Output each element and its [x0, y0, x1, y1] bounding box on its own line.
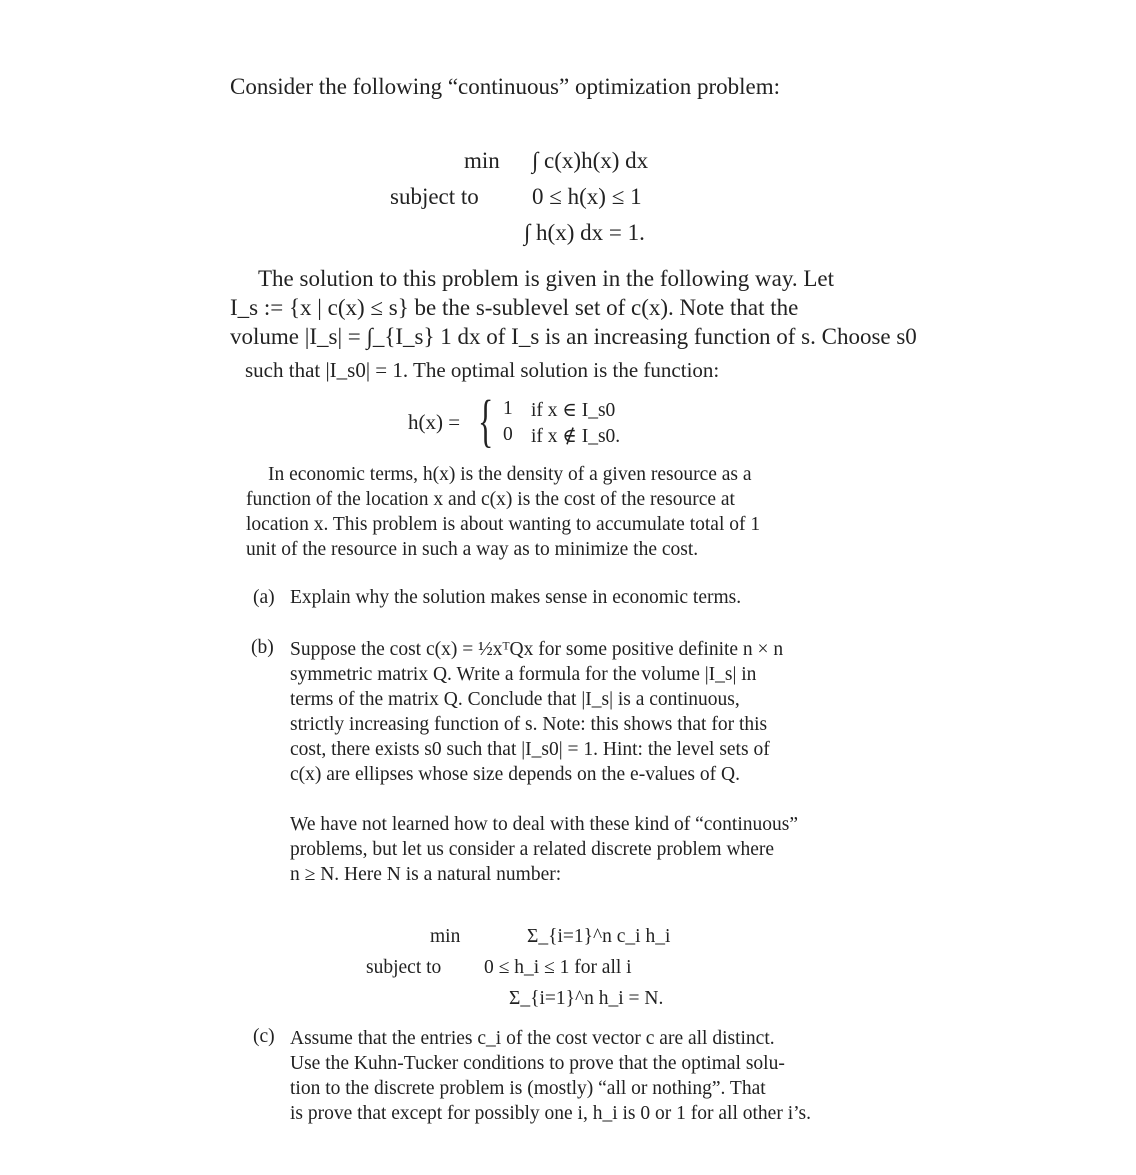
problem2-constraint-bounds: 0 ≤ h_i ≤ 1 for all i: [484, 957, 632, 978]
part-b-line-5: cost, there exists s0 such that |I_s0| = 1. Hint: the level sets of: [290, 739, 770, 760]
part-b-line-2: symmetric matrix Q. Write a formula for the volume |I_s| in: [290, 664, 757, 685]
part-c-line-1: Assume that the entries c_i of the cost vector c are all distinct.: [290, 1028, 775, 1049]
solution-paragraph: [230, 264, 937, 351]
piecewise-case2-value: 0: [503, 424, 513, 445]
part-b-line-6: c(x) are ellipses whose size depends on the e-values of Q.: [290, 764, 740, 785]
part-c-line-3: tion to the discrete problem is (mostly) “all or nothing”. That: [290, 1078, 766, 1099]
economic-line-4: unit of the resource in such a way as to minimize the cost.: [246, 539, 699, 560]
problem2-min-label: min: [430, 926, 461, 947]
part-c-line-4: is prove that except for possibly one i, h_i is 0 or 1 for all other i’s.: [290, 1103, 811, 1124]
part-a-label: (a): [253, 587, 275, 608]
discrete-intro-paragraph: [290, 812, 867, 887]
economic-line-1: In economic terms, h(x) is the density of a given resource as a: [268, 464, 752, 485]
economic-line-2: function of the location x and c(x) is the cost of the resource at: [246, 489, 735, 510]
part-b-line-1: Suppose the cost c(x) = ½xᵀQx for some positive definite n × n: [290, 639, 784, 660]
problem2-constraint-sum: Σ_{i=1}^n h_i = N.: [509, 988, 664, 1009]
piecewise-case2-condition: if x ∉ I_s0.: [531, 426, 621, 447]
part-b-line-4: strictly increasing function of s. Note: this shows that for this: [290, 714, 768, 735]
piecewise-case1-condition: if x ∈ I_s0: [531, 400, 616, 421]
problem1-constraint-integral: ∫ h(x) dx = 1.: [524, 220, 645, 245]
discrete-intro-line-1: We have not learned how to deal with these kind of “continuous”: [290, 814, 798, 835]
part-c-line-2: Use the Kuhn-Tucker conditions to prove that the optimal solu-: [290, 1053, 785, 1074]
solution-line-4: such that |I_s0| = 1. The optimal solution is the function:: [245, 358, 720, 382]
discrete-intro-line-3: n ≥ N. Here N is a natural number:: [290, 864, 562, 885]
piecewise-brace: {: [478, 388, 494, 453]
part-b-text: [290, 637, 867, 787]
economic-line-3: location x. This problem is about wanting to accumulate total of 1: [246, 514, 761, 535]
part-c-text: [290, 1026, 867, 1126]
problem2-objective: Σ_{i=1}^n c_i h_i: [527, 926, 671, 947]
intro-text: Consider the following “continuous” optimization problem:: [230, 74, 780, 99]
economic-paragraph: [246, 462, 866, 562]
problem1-subject-label: subject to: [390, 184, 479, 209]
part-b-label: (b): [251, 637, 274, 658]
piecewise-lhs: h(x) =: [408, 410, 461, 434]
part-a-text: Explain why the solution makes sense in economic terms.: [290, 587, 742, 608]
piecewise-case1-value: 1: [503, 398, 513, 419]
solution-line-3: volume |I_s| = ∫_{I_s} 1 dx of I_s is an increasing function of s. Choose s0: [230, 324, 917, 349]
solution-line-2: I_s := {x | c(x) ≤ s} be the s-sublevel set of c(x). Note that the: [230, 295, 799, 320]
problem1-min-label: min: [464, 148, 500, 173]
part-c-label: (c): [253, 1026, 275, 1047]
problem1-objective: ∫ c(x)h(x) dx: [532, 148, 649, 173]
problem2-subject-label: subject to: [366, 957, 442, 978]
solution-line-1: The solution to this problem is given in the following way. Let: [258, 266, 834, 291]
discrete-intro-line-2: problems, but let us consider a related discrete problem where: [290, 839, 775, 860]
problem1-constraint-bounds: 0 ≤ h(x) ≤ 1: [532, 184, 642, 209]
part-b-line-3: terms of the matrix Q. Conclude that |I_s| is a continuous,: [290, 689, 740, 710]
